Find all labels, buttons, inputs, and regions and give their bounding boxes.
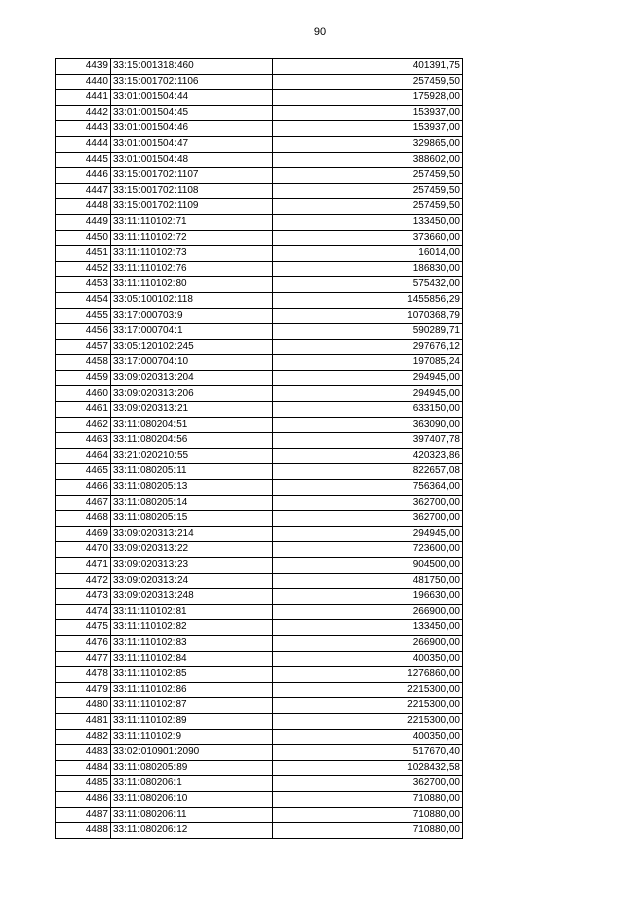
table-row xyxy=(56,807,463,823)
row-number-cell: 4485 xyxy=(56,776,111,792)
cadastral-number-cell: 33:11:110102:76 xyxy=(111,261,273,277)
row-number-cell: 4476 xyxy=(56,635,111,651)
table-body xyxy=(56,59,463,839)
value-cell: 294945,00 xyxy=(273,526,463,542)
table-row xyxy=(56,59,463,75)
row-number-cell: 4468 xyxy=(56,511,111,527)
cadastral-number-cell: 33:11:110102:86 xyxy=(111,682,273,698)
row-number-cell: 4454 xyxy=(56,292,111,308)
value-cell: 16014,00 xyxy=(273,246,463,262)
row-number-cell: 4444 xyxy=(56,136,111,152)
cadastral-number-cell: 33:09:020313:22 xyxy=(111,542,273,558)
table-row xyxy=(56,526,463,542)
row-number-cell: 4447 xyxy=(56,183,111,199)
row-number-cell: 4486 xyxy=(56,791,111,807)
table-row xyxy=(56,589,463,605)
row-number-cell: 4466 xyxy=(56,480,111,496)
cadastral-number-cell: 33:01:001504:48 xyxy=(111,152,273,168)
table-row xyxy=(56,682,463,698)
cadastral-number-cell: 33:01:001504:46 xyxy=(111,121,273,137)
cadastral-number-cell: 33:11:110102:85 xyxy=(111,667,273,683)
value-cell: 822657,08 xyxy=(273,464,463,480)
cadastral-number-cell: 33:11:110102:82 xyxy=(111,620,273,636)
data-table xyxy=(55,58,463,839)
row-number-cell: 4462 xyxy=(56,417,111,433)
cadastral-number-cell: 33:01:001504:44 xyxy=(111,90,273,106)
cadastral-number-cell: 33:11:080206:11 xyxy=(111,807,273,823)
table-row xyxy=(56,558,463,574)
row-number-cell: 4463 xyxy=(56,433,111,449)
table-row xyxy=(56,651,463,667)
row-number-cell: 4475 xyxy=(56,620,111,636)
row-number-cell: 4472 xyxy=(56,573,111,589)
cadastral-number-cell: 33:09:020313:204 xyxy=(111,370,273,386)
table-row xyxy=(56,776,463,792)
table-row xyxy=(56,729,463,745)
table-row xyxy=(56,495,463,511)
table-row xyxy=(56,199,463,215)
cadastral-number-cell: 33:15:001702:1108 xyxy=(111,183,273,199)
value-cell: 904500,00 xyxy=(273,558,463,574)
value-cell: 397407,78 xyxy=(273,433,463,449)
table-row xyxy=(56,308,463,324)
table-row xyxy=(56,324,463,340)
row-number-cell: 4488 xyxy=(56,823,111,839)
row-number-cell: 4487 xyxy=(56,807,111,823)
row-number-cell: 4461 xyxy=(56,402,111,418)
table-row xyxy=(56,542,463,558)
row-number-cell: 4453 xyxy=(56,277,111,293)
table-row xyxy=(56,292,463,308)
value-cell: 590289,71 xyxy=(273,324,463,340)
table-row xyxy=(56,760,463,776)
cadastral-number-cell: 33:17:000703:9 xyxy=(111,308,273,324)
value-cell: 257459,50 xyxy=(273,74,463,90)
table-row xyxy=(56,433,463,449)
cadastral-number-cell: 33:17:000704:1 xyxy=(111,324,273,340)
table-row xyxy=(56,604,463,620)
row-number-cell: 4439 xyxy=(56,59,111,75)
cadastral-number-cell: 33:11:110102:9 xyxy=(111,729,273,745)
value-cell: 197085,24 xyxy=(273,355,463,371)
table-row xyxy=(56,230,463,246)
cadastral-number-cell: 33:11:080206:12 xyxy=(111,823,273,839)
cadastral-number-cell: 33:11:080205:14 xyxy=(111,495,273,511)
row-number-cell: 4467 xyxy=(56,495,111,511)
row-number-cell: 4460 xyxy=(56,386,111,402)
table-row xyxy=(56,402,463,418)
value-cell: 362700,00 xyxy=(273,495,463,511)
table-row xyxy=(56,635,463,651)
table-row xyxy=(56,823,463,839)
value-cell: 373660,00 xyxy=(273,230,463,246)
cadastral-number-cell: 33:15:001318:460 xyxy=(111,59,273,75)
value-cell: 196630,00 xyxy=(273,589,463,605)
cadastral-number-cell: 33:17:000704:10 xyxy=(111,355,273,371)
value-cell: 710880,00 xyxy=(273,823,463,839)
table-row xyxy=(56,339,463,355)
table-row xyxy=(56,573,463,589)
value-cell: 481750,00 xyxy=(273,573,463,589)
value-cell: 388602,00 xyxy=(273,152,463,168)
cadastral-number-cell: 33:09:020313:248 xyxy=(111,589,273,605)
cadastral-number-cell: 33:11:110102:87 xyxy=(111,698,273,714)
row-number-cell: 4465 xyxy=(56,464,111,480)
value-cell: 1455856,29 xyxy=(273,292,463,308)
row-number-cell: 4479 xyxy=(56,682,111,698)
value-cell: 266900,00 xyxy=(273,635,463,651)
cadastral-number-cell: 33:09:020313:214 xyxy=(111,526,273,542)
row-number-cell: 4451 xyxy=(56,246,111,262)
table-row xyxy=(56,136,463,152)
value-cell: 420323,86 xyxy=(273,448,463,464)
cadastral-number-cell: 33:09:020313:23 xyxy=(111,558,273,574)
cadastral-number-cell: 33:11:080205:89 xyxy=(111,760,273,776)
cadastral-number-cell: 33:11:110102:84 xyxy=(111,651,273,667)
table-row xyxy=(56,480,463,496)
row-number-cell: 4450 xyxy=(56,230,111,246)
table-row xyxy=(56,791,463,807)
value-cell: 133450,00 xyxy=(273,620,463,636)
row-number-cell: 4443 xyxy=(56,121,111,137)
row-number-cell: 4452 xyxy=(56,261,111,277)
table-row xyxy=(56,168,463,184)
value-cell: 2215300,00 xyxy=(273,682,463,698)
value-cell: 257459,50 xyxy=(273,199,463,215)
value-cell: 1028432,58 xyxy=(273,760,463,776)
table-row xyxy=(56,121,463,137)
table-row xyxy=(56,745,463,761)
cadastral-number-cell: 33:11:110102:81 xyxy=(111,604,273,620)
cadastral-number-cell: 33:09:020313:206 xyxy=(111,386,273,402)
row-number-cell: 4483 xyxy=(56,745,111,761)
cadastral-number-cell: 33:11:080205:15 xyxy=(111,511,273,527)
cadastral-number-cell: 33:11:110102:73 xyxy=(111,246,273,262)
page-number: 90 xyxy=(313,26,327,38)
value-cell: 633150,00 xyxy=(273,402,463,418)
row-number-cell: 4457 xyxy=(56,339,111,355)
value-cell: 710880,00 xyxy=(273,791,463,807)
value-cell: 297676,12 xyxy=(273,339,463,355)
table-row xyxy=(56,620,463,636)
cadastral-number-cell: 33:01:001504:47 xyxy=(111,136,273,152)
table-row xyxy=(56,152,463,168)
value-cell: 153937,00 xyxy=(273,121,463,137)
row-number-cell: 4481 xyxy=(56,713,111,729)
row-number-cell: 4470 xyxy=(56,542,111,558)
row-number-cell: 4473 xyxy=(56,589,111,605)
row-number-cell: 4455 xyxy=(56,308,111,324)
value-cell: 257459,50 xyxy=(273,183,463,199)
table-row xyxy=(56,370,463,386)
value-cell: 362700,00 xyxy=(273,776,463,792)
cadastral-number-cell: 33:11:080206:1 xyxy=(111,776,273,792)
value-cell: 2215300,00 xyxy=(273,698,463,714)
value-cell: 710880,00 xyxy=(273,807,463,823)
cadastral-number-cell: 33:11:110102:80 xyxy=(111,277,273,293)
value-cell: 400350,00 xyxy=(273,651,463,667)
table-row xyxy=(56,464,463,480)
cadastral-number-cell: 33:15:001702:1109 xyxy=(111,199,273,215)
row-number-cell: 4477 xyxy=(56,651,111,667)
value-cell: 1276860,00 xyxy=(273,667,463,683)
cadastral-number-cell: 33:15:001702:1107 xyxy=(111,168,273,184)
cadastral-number-cell: 33:21:020210:55 xyxy=(111,448,273,464)
row-number-cell: 4442 xyxy=(56,105,111,121)
row-number-cell: 4474 xyxy=(56,604,111,620)
table-row xyxy=(56,417,463,433)
table-row xyxy=(56,386,463,402)
value-cell: 133450,00 xyxy=(273,214,463,230)
table-row xyxy=(56,261,463,277)
row-number-cell: 4441 xyxy=(56,90,111,106)
row-number-cell: 4480 xyxy=(56,698,111,714)
row-number-cell: 4464 xyxy=(56,448,111,464)
value-cell: 175928,00 xyxy=(273,90,463,106)
value-cell: 257459,50 xyxy=(273,168,463,184)
value-cell: 2215300,00 xyxy=(273,713,463,729)
table-row xyxy=(56,698,463,714)
table-row xyxy=(56,214,463,230)
row-number-cell: 4446 xyxy=(56,168,111,184)
row-number-cell: 4458 xyxy=(56,355,111,371)
table-row xyxy=(56,448,463,464)
table-row xyxy=(56,355,463,371)
table-row xyxy=(56,713,463,729)
value-cell: 575432,00 xyxy=(273,277,463,293)
cadastral-number-cell: 33:01:001504:45 xyxy=(111,105,273,121)
row-number-cell: 4471 xyxy=(56,558,111,574)
value-cell: 294945,00 xyxy=(273,386,463,402)
value-cell: 517670,40 xyxy=(273,745,463,761)
cadastral-number-cell: 33:05:120102:245 xyxy=(111,339,273,355)
table-row xyxy=(56,277,463,293)
cadastral-number-cell: 33:11:080206:10 xyxy=(111,791,273,807)
row-number-cell: 4440 xyxy=(56,74,111,90)
row-number-cell: 4478 xyxy=(56,667,111,683)
cadastral-number-cell: 33:11:110102:71 xyxy=(111,214,273,230)
cadastral-number-cell: 33:11:110102:89 xyxy=(111,713,273,729)
value-cell: 329865,00 xyxy=(273,136,463,152)
table-row xyxy=(56,183,463,199)
row-number-cell: 4482 xyxy=(56,729,111,745)
table-row xyxy=(56,105,463,121)
cadastral-number-cell: 33:15:001702:1106 xyxy=(111,74,273,90)
value-cell: 400350,00 xyxy=(273,729,463,745)
table-row xyxy=(56,246,463,262)
table-row xyxy=(56,511,463,527)
cadastral-number-cell: 33:11:080205:11 xyxy=(111,464,273,480)
cadastral-number-cell: 33:11:080204:56 xyxy=(111,433,273,449)
cadastral-number-cell: 33:11:110102:72 xyxy=(111,230,273,246)
value-cell: 266900,00 xyxy=(273,604,463,620)
value-cell: 363090,00 xyxy=(273,417,463,433)
value-cell: 401391,75 xyxy=(273,59,463,75)
row-number-cell: 4448 xyxy=(56,199,111,215)
table-row xyxy=(56,667,463,683)
cadastral-number-cell: 33:02:010901:2090 xyxy=(111,745,273,761)
row-number-cell: 4469 xyxy=(56,526,111,542)
row-number-cell: 4459 xyxy=(56,370,111,386)
row-number-cell: 4484 xyxy=(56,760,111,776)
value-cell: 1070368,79 xyxy=(273,308,463,324)
value-cell: 294945,00 xyxy=(273,370,463,386)
table-row xyxy=(56,74,463,90)
table-row xyxy=(56,90,463,106)
value-cell: 362700,00 xyxy=(273,511,463,527)
value-cell: 186830,00 xyxy=(273,261,463,277)
row-number-cell: 4445 xyxy=(56,152,111,168)
cadastral-number-cell: 33:05:100102:118 xyxy=(111,292,273,308)
cadastral-number-cell: 33:11:080204:51 xyxy=(111,417,273,433)
value-cell: 756364,00 xyxy=(273,480,463,496)
cadastral-number-cell: 33:11:080205:13 xyxy=(111,480,273,496)
value-cell: 723600,00 xyxy=(273,542,463,558)
value-cell: 153937,00 xyxy=(273,105,463,121)
row-number-cell: 4456 xyxy=(56,324,111,340)
cadastral-number-cell: 33:09:020313:21 xyxy=(111,402,273,418)
cadastral-number-cell: 33:11:110102:83 xyxy=(111,635,273,651)
cadastral-number-cell: 33:09:020313:24 xyxy=(111,573,273,589)
row-number-cell: 4449 xyxy=(56,214,111,230)
